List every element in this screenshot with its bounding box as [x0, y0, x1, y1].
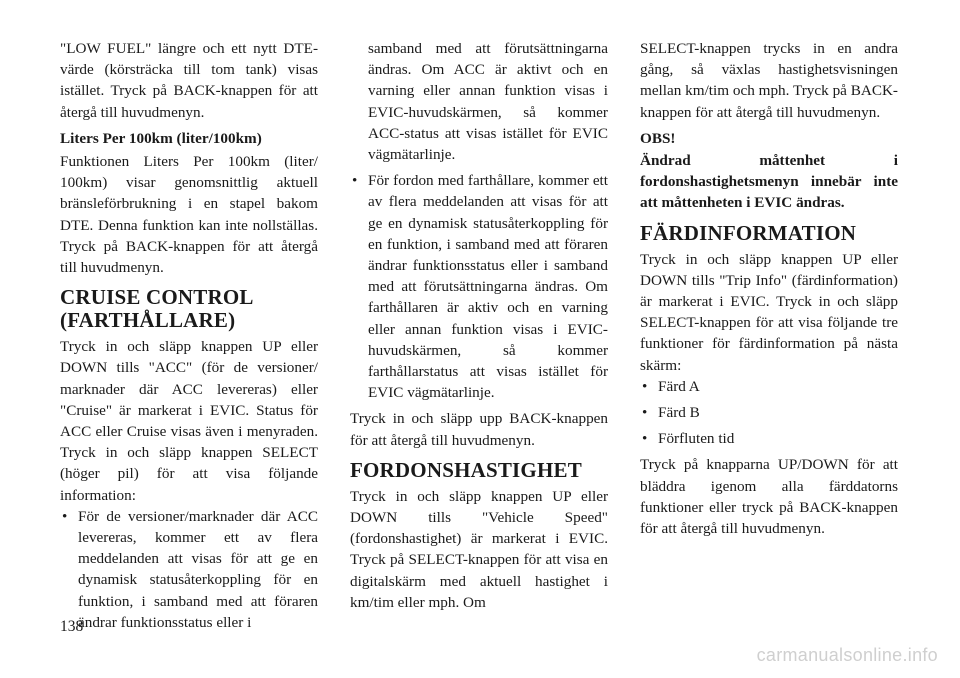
paragraph-liters-per-100km: Funktionen Liters Per 100km (liter/ 100km) visar genomsnittlig aktuell bränsleförbrukning i en stapel bakom DTE. Denna funktion kan inte nollställas. Tryck på BACK-knappen för att återgå till huvudmenyn.	[60, 153, 318, 277]
cruise-bullet-list-2	[350, 170, 608, 403]
bullet-acc-continuation: samband med att förutsättningarna ändras. Om ACC är aktivt och en varning eller annan funktion visas i EVIC-huvudskärmen, så kommer ACC-status att visas istället för EVIC vägmätarlinje.	[368, 40, 608, 164]
column-middle	[350, 38, 608, 613]
section-heading-vehicle-speed: FORDONSHASTIGHET	[350, 457, 582, 482]
bullet-cruise-vehicles: • För fordon med farthållare, kommer ett av flera meddelanden att visas för att ge en dynamisk statusåterkoppling för en funktion, i samband med att föraren ändrar funktionsstatus eller i samband med att förutsättningarna ändras. Om farthållaren är aktiv och en varning eller annan funktion visas i EVIC-huvudskärmen, så kommer farthållarstatus att visas istället för EVIC vägmätarlinje.	[350, 170, 608, 403]
paragraph-cruise-control: Tryck in och släpp knappen UP eller DOWN tills "ACC" (för de versioner/ marknader där ACC levereras) eller "Cruise" är markerat i EVIC. Status för ACC eller Cruise visas även i menyraden. Tryck in och släpp knappen SELECT (höger pil) för att visa följande information:	[60, 338, 318, 504]
trip-functions-list	[640, 376, 898, 450]
note-label: OBS!	[640, 129, 676, 147]
column-left	[60, 38, 318, 633]
note-text: Ändrad måttenhet i fordonshastighetsmenyn innebär inte att måttenheten i EVIC ändras.	[640, 152, 898, 212]
paragraph-select-toggle: SELECT-knappen trycks in en andra gång, så växlas hastighetsvisningen mellan km/tim och mph. Tryck på BACK-knappen för att återgå till huvudmenyn.	[640, 40, 898, 121]
section-heading-trip-info: FÄRDINFORMATION	[640, 220, 857, 245]
subheading-liters-per-100km: Liters Per 100km (liter/100km)	[60, 129, 262, 147]
section-heading-cruise-control: CRUISE CONTROL (FARTHÅLLARE)	[60, 285, 253, 333]
column-right	[640, 38, 898, 539]
trip-item-b: • Färd B	[640, 402, 898, 423]
watermark: carmanualsonline.info	[756, 645, 938, 665]
trip-item-elapsed: • Förfluten tid	[640, 428, 898, 449]
paragraph-trip-navigation: Tryck på knapparna UP/DOWN för att bläddra igenom alla färddatorns funktioner eller tryck på BACK-knappen för att återgå till huvudmenyn.	[640, 456, 898, 538]
bullet-acc-versions: • För de versioner/marknader där ACC levereras, kommer ett av flera meddelanden att visas för att ge en dynamisk statusåterkoppling för en funktion, i samband med att föraren ändrar funktionsstatus eller i	[60, 506, 318, 633]
paragraph-low-fuel: "LOW FUEL" längre och ett nytt DTE-värde (körsträcka till tom tank) visas istället. Tryck på BACK-knappen för att återgå till huvudmenyn.	[60, 40, 318, 121]
paragraph-trip-info: Tryck in och släpp knappen UP eller DOWN tills "Trip Info" (färdinformation) är markerat i EVIC. Tryck in och släpp SELECT-knappen för att visa följande tre funktioner för färdinformation på nästa skärm:	[640, 250, 898, 374]
paragraph-back-button: Tryck in och släpp upp BACK-knappen för att återgå till huvudmenyn.	[350, 410, 608, 449]
cruise-bullet-list	[60, 506, 318, 633]
page-number: 138	[60, 618, 84, 635]
paragraph-vehicle-speed: Tryck in och släpp knappen UP eller DOWN tills "Vehicle Speed" (fordonshastighet) är markerat i EVIC. Tryck på SELECT-knappen för att visa en digitalskärm med aktuell hastighet i km/tim eller mph. Om	[350, 487, 608, 611]
trip-item-a: • Färd A	[640, 376, 898, 397]
